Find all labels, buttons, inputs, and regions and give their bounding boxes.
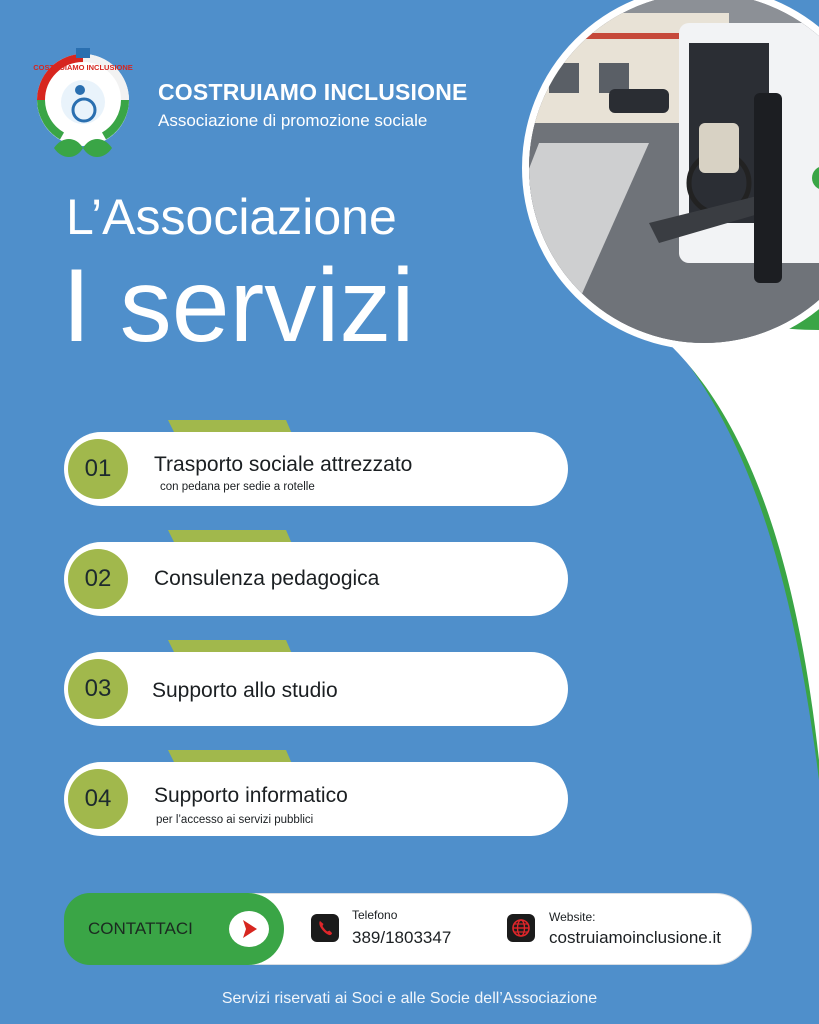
association-logo [32,40,134,170]
headline-services: I servizi [62,248,415,364]
service-title: Supporto allo studio [152,679,338,702]
contact-button[interactable] [64,893,284,965]
website-link[interactable]: costruiamoinclusione.it [549,928,721,947]
org-name: COSTRUIAMO INCLUSIONE [158,79,468,105]
white-curve [610,300,819,760]
service-number: 03 [68,659,128,719]
service-card-4 [64,762,568,836]
org-subtitle: Associazione di promozione sociale [158,111,428,130]
globe-icon [507,914,535,942]
phone-value[interactable]: 389/1803347 [352,928,452,947]
service-number: 02 [68,549,128,609]
service-subtitle: con pedana per sedie a rotelle [160,481,315,493]
contact-bar [64,893,752,965]
service-title: Supporto informatico [154,784,348,807]
service-subtitle: per l’accesso ai servizi pubblici [156,814,314,826]
service-number: 04 [68,769,128,829]
service-title: Consulenza pedagogica [154,567,380,590]
headline-association: L’Associazione [66,189,397,245]
service-card-1 [64,432,568,506]
service-number: 01 [68,439,128,499]
service-title: Trasporto sociale attrezzato [154,453,413,476]
service-card-2 [64,542,568,616]
footer-note: Servizi riservati ai Soci e alle Socie dell’Associazione [221,990,598,1007]
service-card-3 [64,652,568,726]
phone-icon [311,914,339,942]
phone-label: Telefono [352,908,398,922]
website-label: Website: [549,910,596,924]
play-arrow-icon[interactable] [229,911,269,947]
contact-button-label: CONTATTACI [88,919,193,938]
logo-text: COSTRUIAMO INCLUSIONE [33,63,133,72]
